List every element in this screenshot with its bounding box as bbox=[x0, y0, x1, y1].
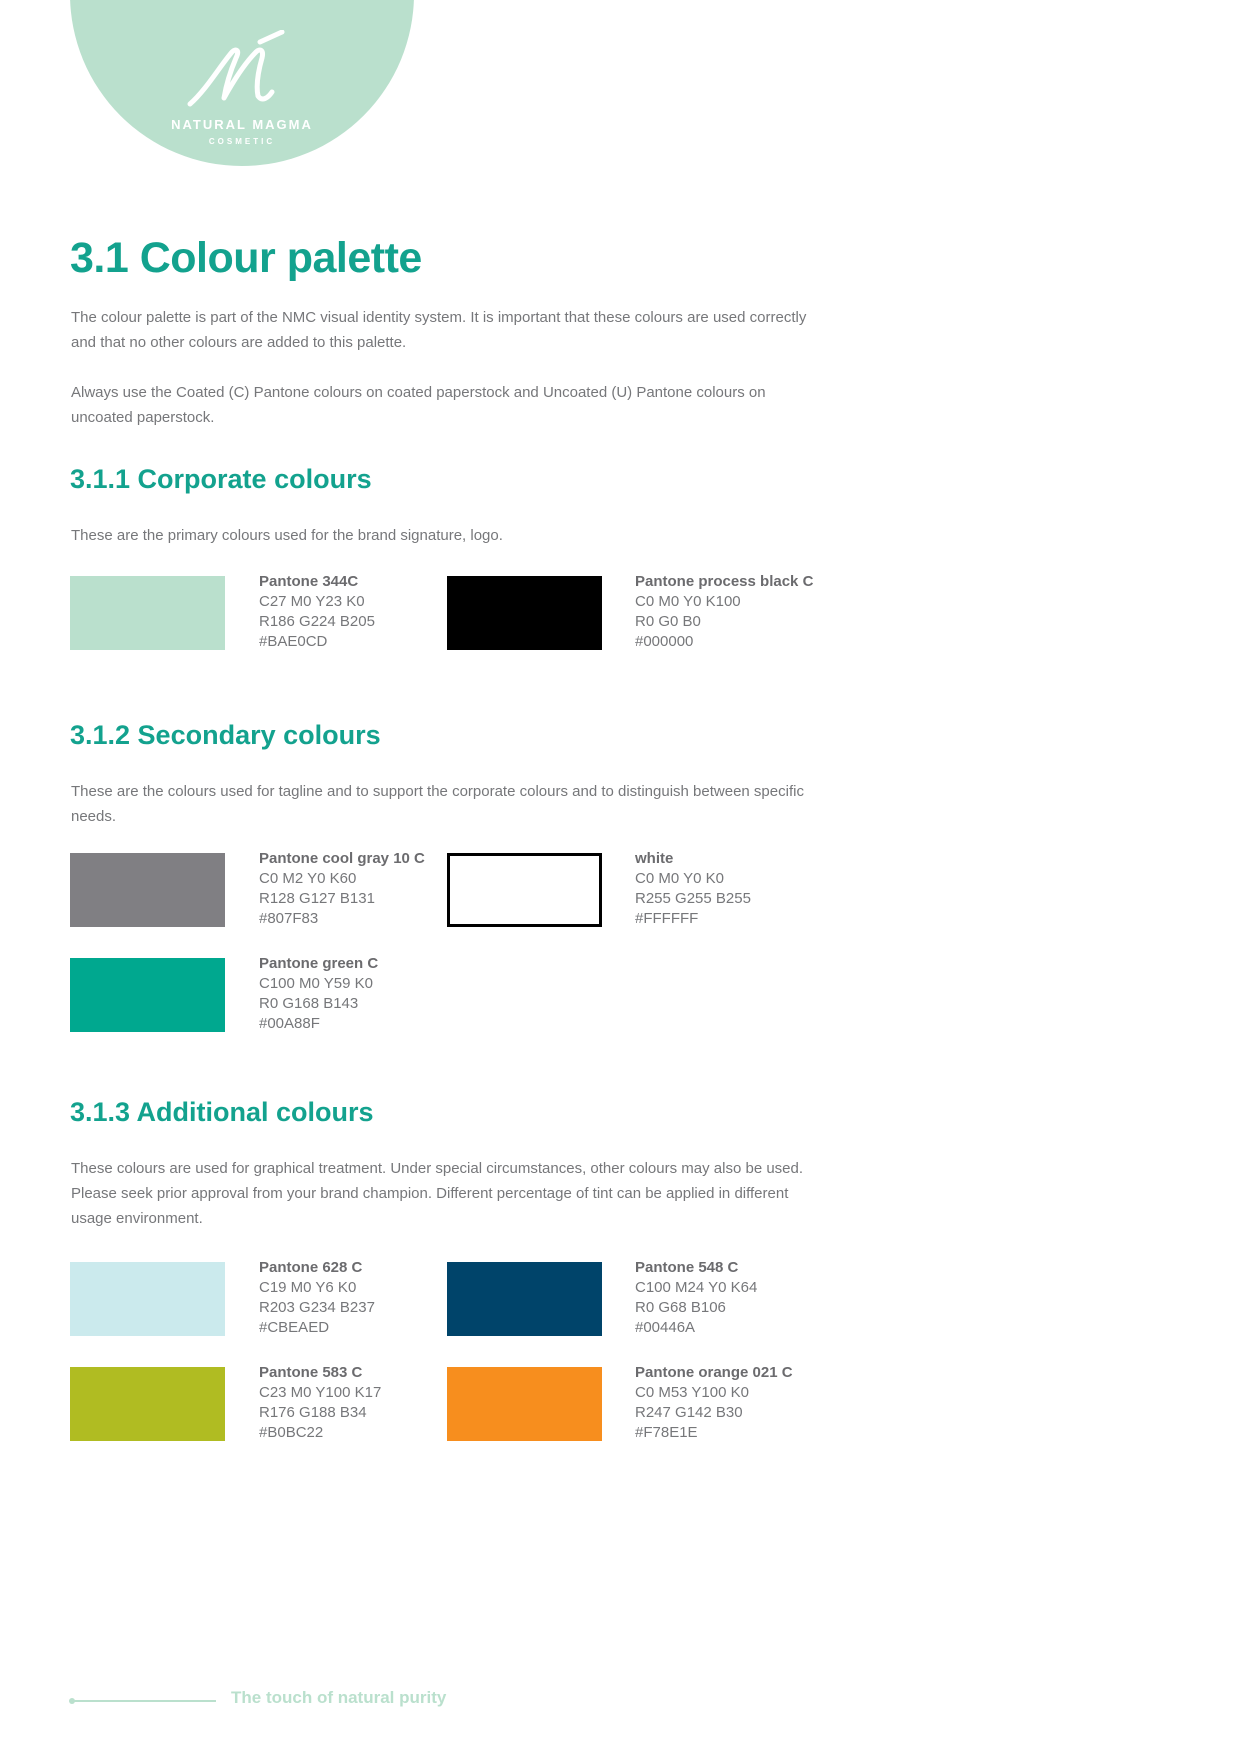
color-cmyk: C0 M53 Y100 K0 bbox=[635, 1384, 749, 1401]
logo-name: NATURAL MAGMA bbox=[171, 117, 313, 132]
color-swatch bbox=[447, 1367, 602, 1441]
intro-paragraph-1: The colour palette is part of the NMC visual identity system. It is important that these colours are used correctly and that no other colours are added to this palette. bbox=[71, 309, 807, 351]
color-rgb: R247 G142 B30 bbox=[635, 1404, 743, 1421]
color-hex: #000000 bbox=[635, 633, 694, 650]
color-cmyk: C0 M0 Y0 K0 bbox=[635, 870, 724, 887]
color-hex: #B0BC22 bbox=[259, 1424, 324, 1441]
additional-colours-heading: 3.1.3 Additional colours bbox=[70, 1097, 374, 1127]
color-rgb: R0 G0 B0 bbox=[635, 613, 701, 630]
color-swatch bbox=[447, 853, 602, 927]
color-hex: #00446A bbox=[635, 1319, 696, 1336]
color-spec bbox=[259, 1363, 381, 1443]
color-rgb: R176 G188 B34 bbox=[259, 1404, 367, 1421]
color-cmyk: C23 M0 Y100 K17 bbox=[259, 1384, 382, 1401]
color-rgb: R203 G234 B237 bbox=[259, 1299, 375, 1316]
logo-subtitle: COSMETIC bbox=[208, 137, 276, 146]
color-hex: #807F83 bbox=[259, 910, 319, 927]
page-title: 3.1 Colour palette bbox=[70, 234, 422, 282]
color-rgb: R186 G224 B205 bbox=[259, 613, 375, 630]
color-rgb: R0 G68 B106 bbox=[635, 1299, 726, 1316]
color-swatch bbox=[70, 1262, 225, 1336]
logo-m-icon bbox=[186, 30, 298, 110]
color-rgb: R255 G255 B255 bbox=[635, 890, 751, 907]
color-name: Pantone cool gray 10 C bbox=[259, 850, 425, 867]
color-swatch bbox=[70, 1367, 225, 1441]
additional-colours-description: These colours are used for graphical treatment. Under special circumstances, other colours may also be used. Please seek prior approval from your brand champion. Different percentage of tint can be applied in different usage environment. bbox=[71, 1160, 804, 1227]
color-name: Pantone 344C bbox=[259, 573, 359, 590]
color-cmyk: C0 M0 Y0 K100 bbox=[635, 593, 741, 610]
color-name: white bbox=[635, 850, 674, 867]
intro-paragraph-2: Always use the Coated (C) Pantone colours on coated paperstock and Uncoated (U) Pantone colours on uncoated paperstock. bbox=[71, 384, 766, 426]
footer-tagline: The touch of natural purity bbox=[231, 1688, 447, 1707]
color-name: Pantone orange 021 C bbox=[635, 1364, 793, 1381]
color-name: Pantone 583 C bbox=[259, 1364, 363, 1381]
color-swatch bbox=[70, 958, 225, 1032]
secondary-colours-description: These are the colours used for tagline and to support the corporate colours and to distinguish between specific needs. bbox=[71, 783, 804, 825]
color-name: Pantone 628 C bbox=[259, 1259, 363, 1276]
color-rgb: R0 G168 B143 bbox=[259, 995, 359, 1012]
footer-rule bbox=[71, 1700, 216, 1702]
color-hex: #00A88F bbox=[259, 1015, 320, 1032]
color-name: Pantone green C bbox=[259, 955, 379, 972]
color-cmyk: C100 M0 Y59 K0 bbox=[259, 975, 373, 992]
corporate-colours-heading: 3.1.1 Corporate colours bbox=[70, 464, 372, 494]
color-swatch bbox=[447, 576, 602, 650]
color-cmyk: C27 M0 Y23 K0 bbox=[259, 593, 365, 610]
color-spec bbox=[259, 954, 378, 1034]
color-spec bbox=[635, 1363, 793, 1443]
color-swatch bbox=[70, 853, 225, 927]
color-spec bbox=[259, 572, 375, 652]
color-hex: #CBEAED bbox=[259, 1319, 330, 1336]
secondary-colours-heading: 3.1.2 Secondary colours bbox=[70, 720, 381, 750]
color-swatch bbox=[447, 1262, 602, 1336]
color-hex: #BAE0CD bbox=[259, 633, 328, 650]
color-hex: #F78E1E bbox=[635, 1424, 698, 1441]
color-name: Pantone process black C bbox=[635, 573, 814, 590]
corporate-colours-description: These are the primary colours used for the brand signature, logo. bbox=[71, 527, 503, 544]
color-hex: #FFFFFF bbox=[635, 910, 699, 927]
color-spec bbox=[259, 849, 425, 929]
color-spec bbox=[635, 1258, 757, 1338]
color-spec bbox=[635, 572, 813, 652]
color-name: Pantone 548 C bbox=[635, 1259, 739, 1276]
color-spec bbox=[635, 849, 751, 929]
color-rgb: R128 G127 B131 bbox=[259, 890, 375, 907]
color-cmyk: C19 M0 Y6 K0 bbox=[259, 1279, 357, 1296]
color-spec bbox=[259, 1258, 375, 1338]
color-cmyk: C0 M2 Y0 K60 bbox=[259, 870, 357, 887]
color-swatch bbox=[70, 576, 225, 650]
color-cmyk: C100 M24 Y0 K64 bbox=[635, 1279, 758, 1296]
